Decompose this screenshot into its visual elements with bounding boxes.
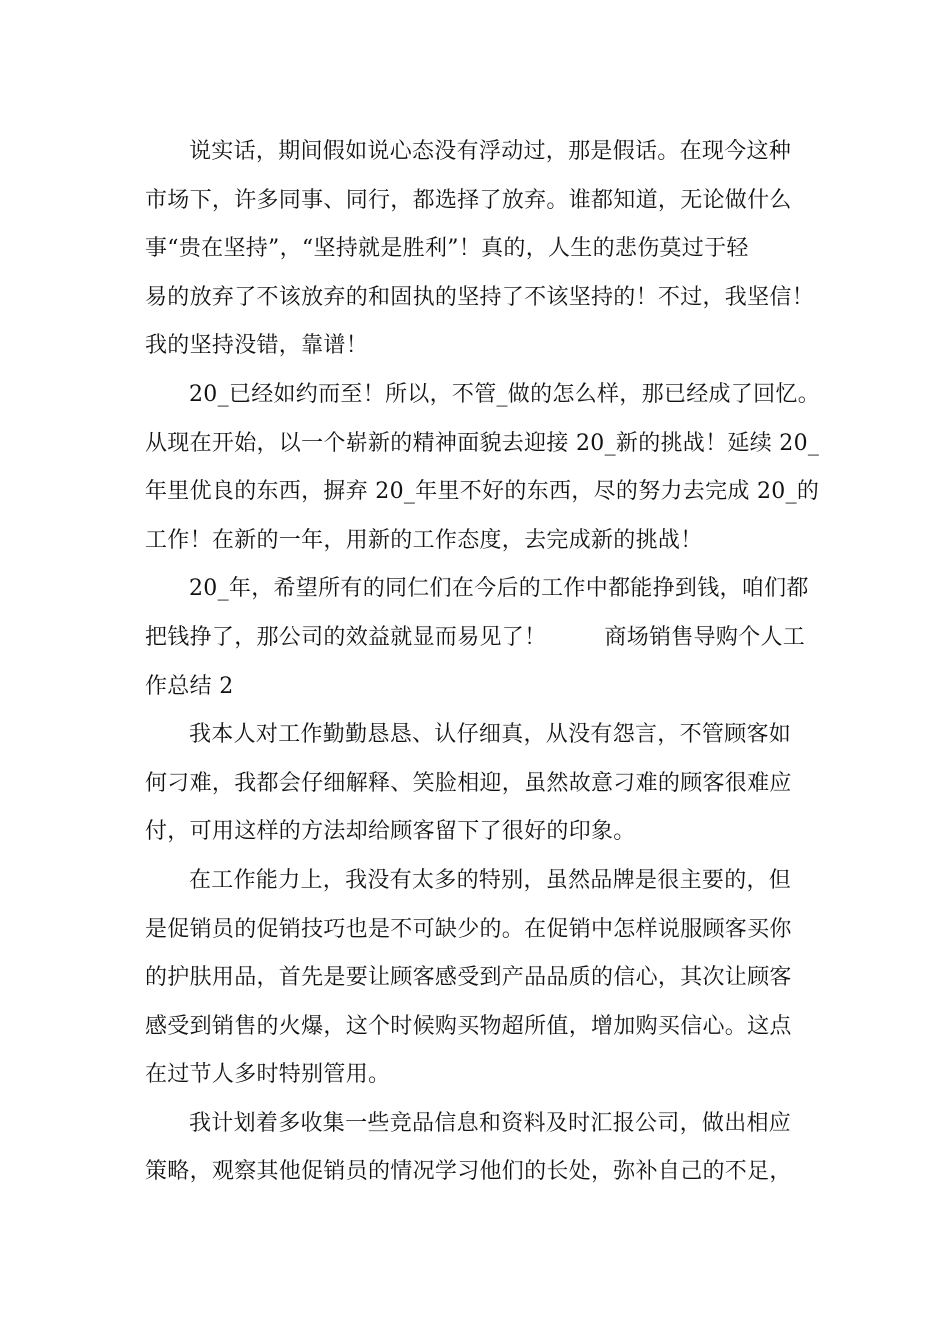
text-line xyxy=(145,614,813,663)
text-line: 易的放弃了不该放弃的和固执的坚持了不该坚持的！不过，我坚信！ xyxy=(145,284,815,310)
text-line: 策略，观察其他促销员的情况学习他们的长处，弥补自己的不足， xyxy=(145,1159,792,1185)
text-line: 付，可用这样的方法却给顾客留下了很好的印象。 xyxy=(145,819,636,845)
text-line: 感受到销售的火爆，这个时候购买物超所值，增加购买信心。这点 xyxy=(145,1013,792,1039)
text-line: 市场下，许多同事、同行，都选择了放弃。谁都知道，无论做什么 xyxy=(145,187,792,213)
text-line: 我的坚持没错，靠谱！ xyxy=(145,333,369,359)
text-line: 工作！在新的一年，用新的工作态度，去完成新的挑战！ xyxy=(145,527,703,553)
section-heading-continued: 作总结 2 xyxy=(145,673,234,699)
document-body xyxy=(145,128,820,1197)
paragraph-1 xyxy=(145,128,813,371)
text-line: 年里优良的东西，摒弃 20_年里不好的东西，尽的努力去完成 20_的 xyxy=(145,479,820,505)
text-line: 在工作能力上，我没有太多的特别，虽然品牌是很主要的，但 xyxy=(189,867,792,893)
text-line: 20_年，希望所有的同仁们在今后的工作中都能挣到钱，咱们都 xyxy=(189,576,809,602)
text-fragment: 把钱挣了，那公司的效益就显而易见了！ xyxy=(145,624,547,650)
text-line: 20_已经如约而至！所以，不管_做的怎么样，那已经成了回忆。 xyxy=(189,381,820,407)
text-line: 是促销员的促销技巧也是不可缺少的。在促销中怎样说服顾客买你 xyxy=(145,916,792,942)
text-line: 何刁难，我都会仔细解释、笑脸相迎，虽然故意刁难的顾客很难应 xyxy=(145,770,792,796)
text-line: 的护肤用品，首先是要让顾客感受到产品品质的信心，其次让顾客 xyxy=(145,965,792,991)
text-line: 说实话，期间假如说心态没有浮动过，那是假话。在现今这种 xyxy=(189,139,792,164)
text-line: 我计划着多收集一些竞品信息和资料及时汇报公司，做出相应 xyxy=(189,1110,792,1136)
section-heading: 商场销售导购个人工 xyxy=(604,624,806,650)
paragraph-3 xyxy=(145,565,813,711)
text-line: 事“贵在坚持”，“坚持就是胜利”！真的，人生的悲伤莫过于轻 xyxy=(145,236,749,262)
paragraph-4 xyxy=(145,711,813,857)
paragraph-2 xyxy=(145,371,820,565)
text-line: 我本人对工作勤勤恳恳、认仔细真，从没有怨言，不管顾客如 xyxy=(189,722,792,748)
paragraph-5 xyxy=(145,857,813,1100)
text-line: 在过节人多时特别管用。 xyxy=(145,1062,391,1088)
paragraph-6 xyxy=(145,1100,813,1197)
text-line: 从现在开始，以一个崭新的精神面貌去迎接 20_新的挑战！延续 20_ xyxy=(145,430,820,456)
